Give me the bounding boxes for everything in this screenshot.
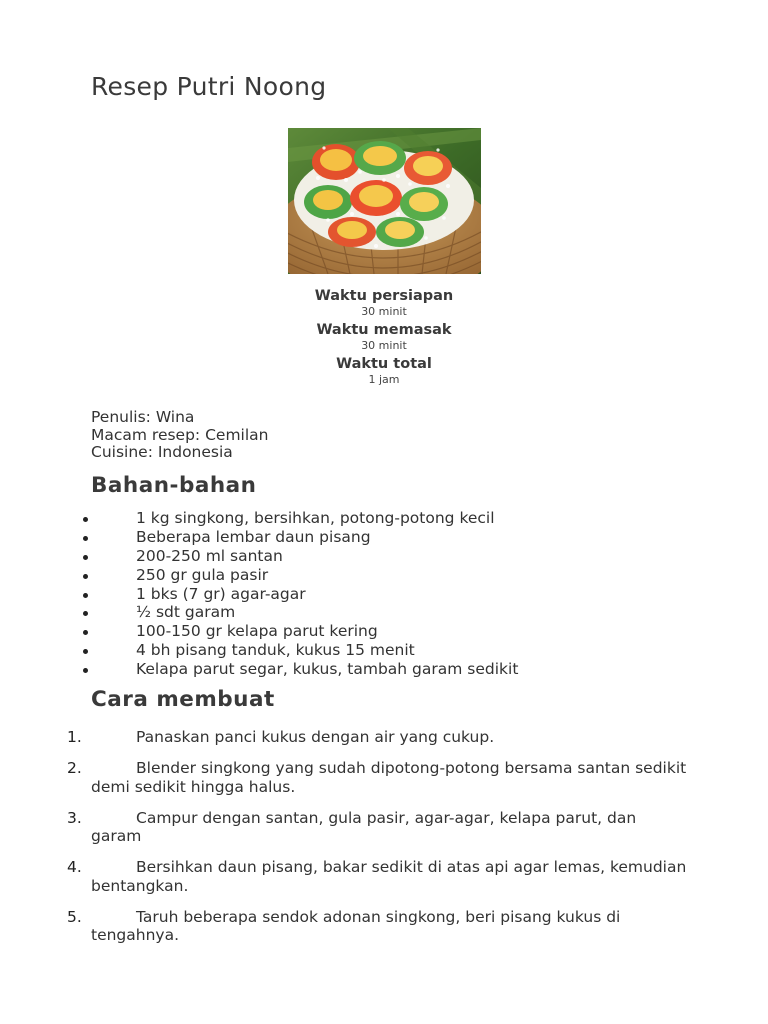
prep-time xyxy=(0,287,768,319)
ingredient-text: 100-150 gr kelapa parut kering xyxy=(136,622,378,641)
list-item xyxy=(0,585,768,604)
bullet-icon xyxy=(83,555,88,560)
putri-noong-photo xyxy=(288,128,481,274)
recipe-type: Macam resep: Cemilan xyxy=(91,425,269,444)
total-time xyxy=(0,355,768,387)
ingredient-text: Kelapa parut segar, kukus, tambah garam sedikit xyxy=(136,660,519,679)
step-item xyxy=(0,858,691,895)
list-item xyxy=(0,509,768,528)
ingredient-text: Beberapa lembar daun pisang xyxy=(136,527,371,546)
bullet-icon xyxy=(83,668,88,673)
bullet-icon xyxy=(83,536,88,541)
step-item xyxy=(0,728,691,747)
cuisine: Cuisine: Indonesia xyxy=(91,443,233,462)
ingredients-heading: Bahan-bahan xyxy=(91,473,257,498)
ingredient-text: 1 bks (7 gr) agar-agar xyxy=(136,584,306,603)
ingredients-list xyxy=(0,509,768,679)
list-item xyxy=(0,622,768,641)
steps-heading: Cara membuat xyxy=(91,687,275,712)
page-title: Resep Putri Noong xyxy=(91,72,327,101)
step-text: Panaskan panci kukus dengan air yang cukup. xyxy=(136,728,495,746)
step-text: Campur dengan santan, gula pasir, agar-agar, kelapa parut, dan garam xyxy=(91,808,637,846)
ingredient-text: 1 kg singkong, bersihkan, potong-potong kecil xyxy=(136,509,495,527)
step-number: 1. xyxy=(67,728,82,746)
step-text: Blender singkong yang sudah dipotong-potong bersama santan sedikit demi sedikit hingga halus. xyxy=(91,758,687,796)
list-item xyxy=(0,660,768,679)
step-text: Taruh beberapa sendok adonan singkong, beri pisang kukus di tengahnya. xyxy=(91,907,621,945)
time-info xyxy=(0,285,768,387)
bullet-icon xyxy=(83,630,88,635)
time-value: 30 minit xyxy=(361,305,407,318)
list-item xyxy=(0,566,768,585)
step-number: 3. xyxy=(67,808,82,827)
ingredient-text: ½ sdt garam xyxy=(136,603,236,622)
ingredient-text: 200-250 ml santan xyxy=(136,546,283,565)
step-item xyxy=(0,908,691,945)
step-item xyxy=(0,809,691,846)
list-item xyxy=(0,547,768,566)
step-number: 5. xyxy=(67,907,82,926)
bullet-icon xyxy=(83,649,88,654)
time-value: 30 minit xyxy=(361,339,407,352)
cook-time xyxy=(0,321,768,353)
list-item xyxy=(0,603,768,622)
recipe-meta xyxy=(91,409,268,462)
recipe-photo xyxy=(288,128,481,274)
ingredient-text: 250 gr gula pasir xyxy=(136,565,269,584)
time-value: 1 jam xyxy=(368,373,400,386)
bullet-icon xyxy=(83,574,88,579)
step-text: Bersihkan daun pisang, bakar sedikit di atas api agar lemas, kemudian bentangkan. xyxy=(91,858,687,895)
step-number: 2. xyxy=(67,758,82,777)
ingredient-text: 4 bh pisang tanduk, kukus 15 menit xyxy=(136,641,415,660)
step-number: 4. xyxy=(67,858,82,877)
bullet-icon xyxy=(83,593,88,598)
time-label: Waktu memasak xyxy=(316,322,452,338)
bullet-icon xyxy=(83,517,88,522)
step-item xyxy=(0,759,691,796)
list-item xyxy=(0,641,768,660)
steps-list xyxy=(0,728,768,957)
time-label: Waktu persiapan xyxy=(314,288,454,304)
author: Penulis: Wina xyxy=(91,408,195,426)
time-label: Waktu total xyxy=(336,356,432,372)
list-item xyxy=(0,528,768,547)
bullet-icon xyxy=(83,611,88,616)
